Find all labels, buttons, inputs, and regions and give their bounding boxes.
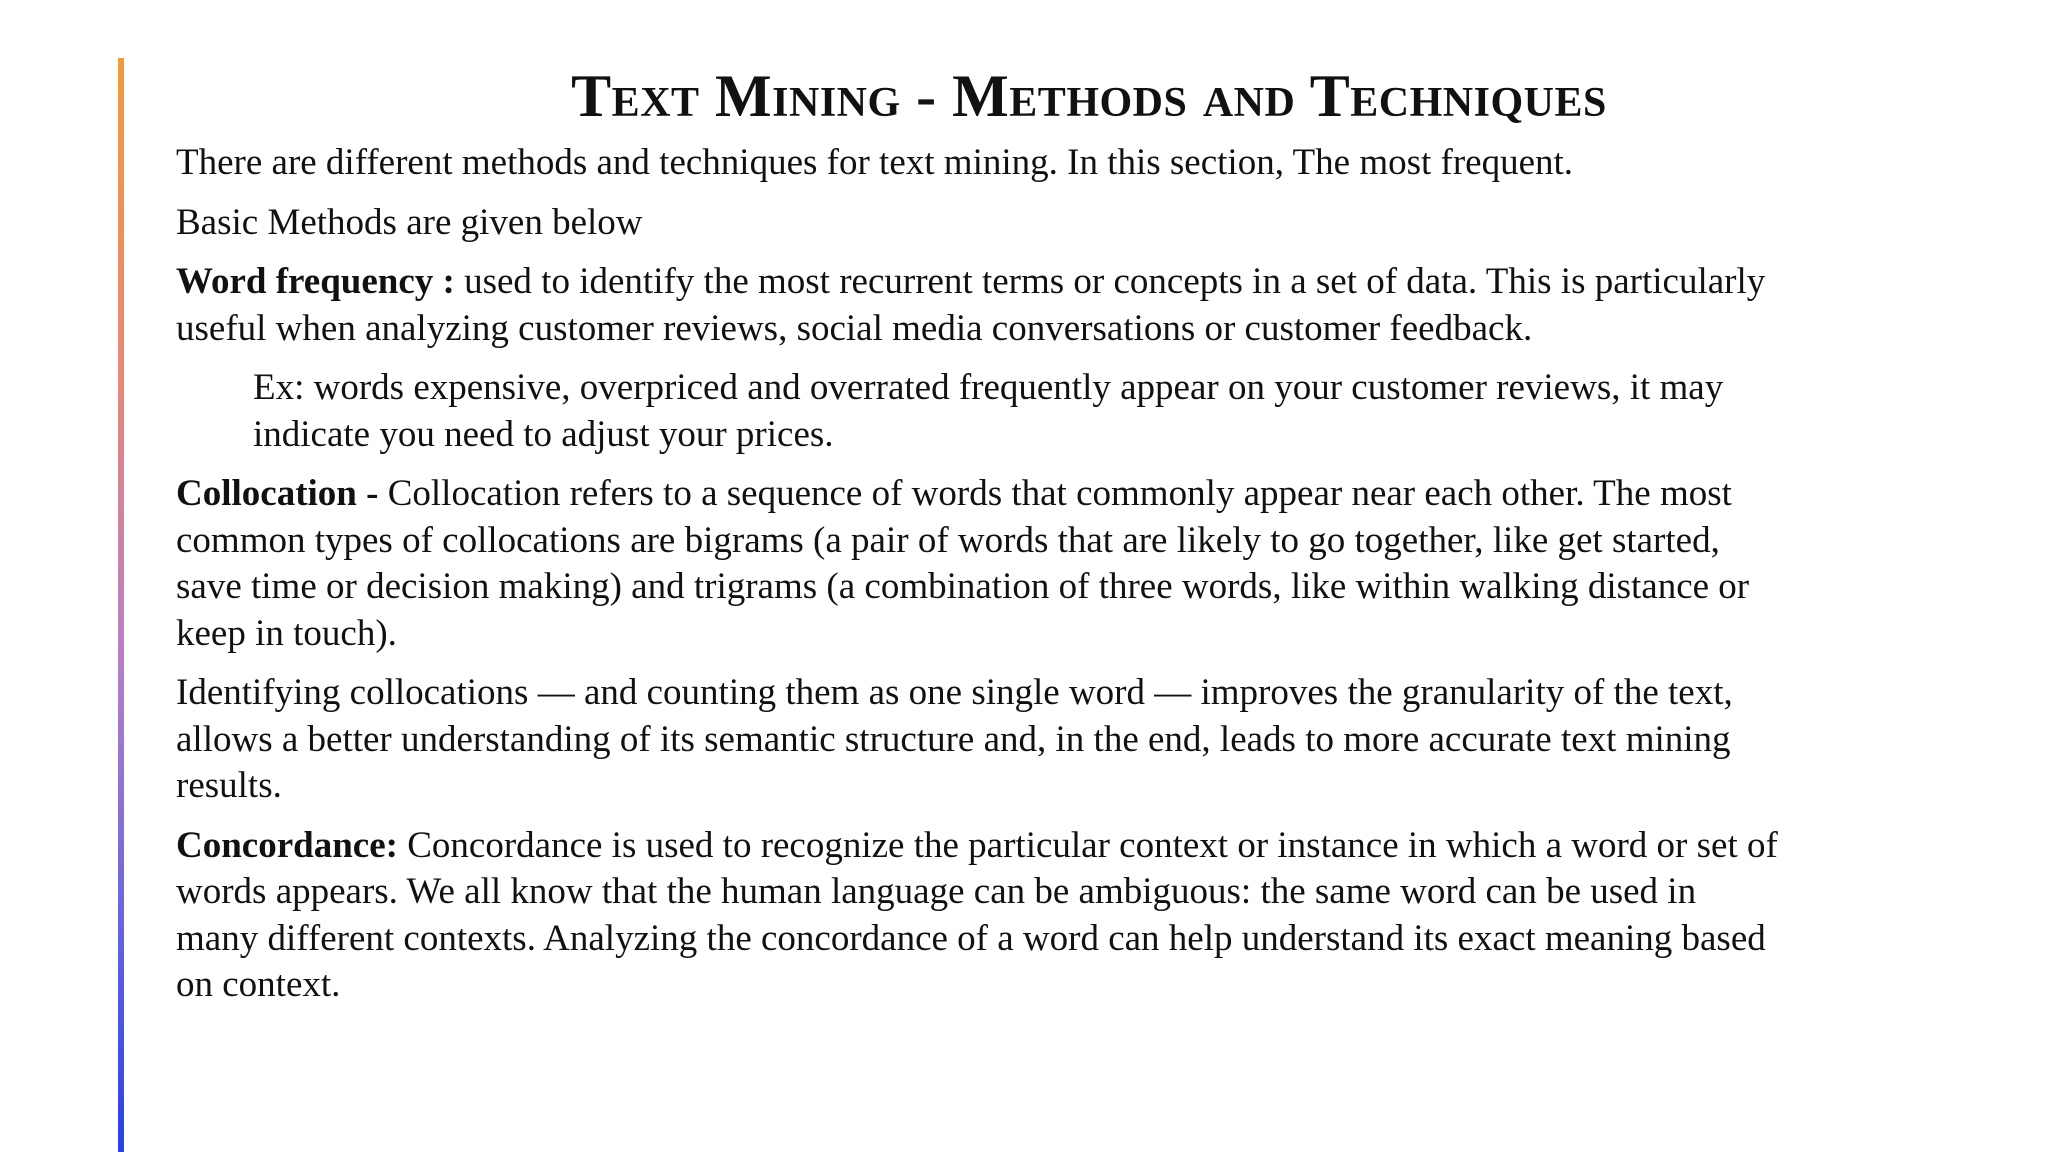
word-frequency-example: Ex: words expensive, overpriced and overrated frequently appear on your customer reviews, it may indicate you need to adjust your prices.: [253, 367, 1724, 455]
accent-bar: [118, 58, 124, 1152]
concordance-text: Concordance is used to recognize the particular context or instance in which a word or set of words appears. We all know that the human language can be ambiguous: the same word can be used in many different contexts. Analyzing the concordance of a word can help understand its exact meaning based on context.: [176, 824, 1778, 1005]
concordance-term: Concordance:: [176, 824, 398, 866]
word-frequency-paragraph: [176, 259, 1786, 352]
collocation-text: Collocation refers to a sequence of words that commonly appear near each other. The most common types of collocations are bigrams (a pair of words that are likely to go together, like get started, save time or decision making) and trigrams (a combination of three words, like within walking distance or keep in touch).: [176, 473, 1750, 654]
slide-content: [176, 140, 1786, 1022]
slide-title: Text Mining - Methods and Techniques: [571, 63, 1607, 129]
concordance-paragraph: [176, 823, 1786, 1009]
collocation-paragraph: [176, 471, 1786, 657]
word-frequency-term: Word frequency :: [176, 261, 455, 302]
intro-subline: Basic Methods are given below: [176, 201, 643, 243]
collocation-detail-paragraph: Identifying collocations — and counting them as one single word — improves the granularity of the text, allows a better understanding of its semantic structure and, in the end, leads to more accurate text mining results.: [176, 672, 1733, 806]
word-frequency-text: used to identify the most recurrent terms or concepts in a set of data. This is particularly useful when analyzing customer reviews, social media conversations or customer feedback.: [176, 261, 1766, 349]
intro-paragraph: There are different methods and techniques for text mining. In this section, The most frequent.: [176, 142, 1574, 183]
collocation-term: Collocation -: [176, 473, 379, 514]
